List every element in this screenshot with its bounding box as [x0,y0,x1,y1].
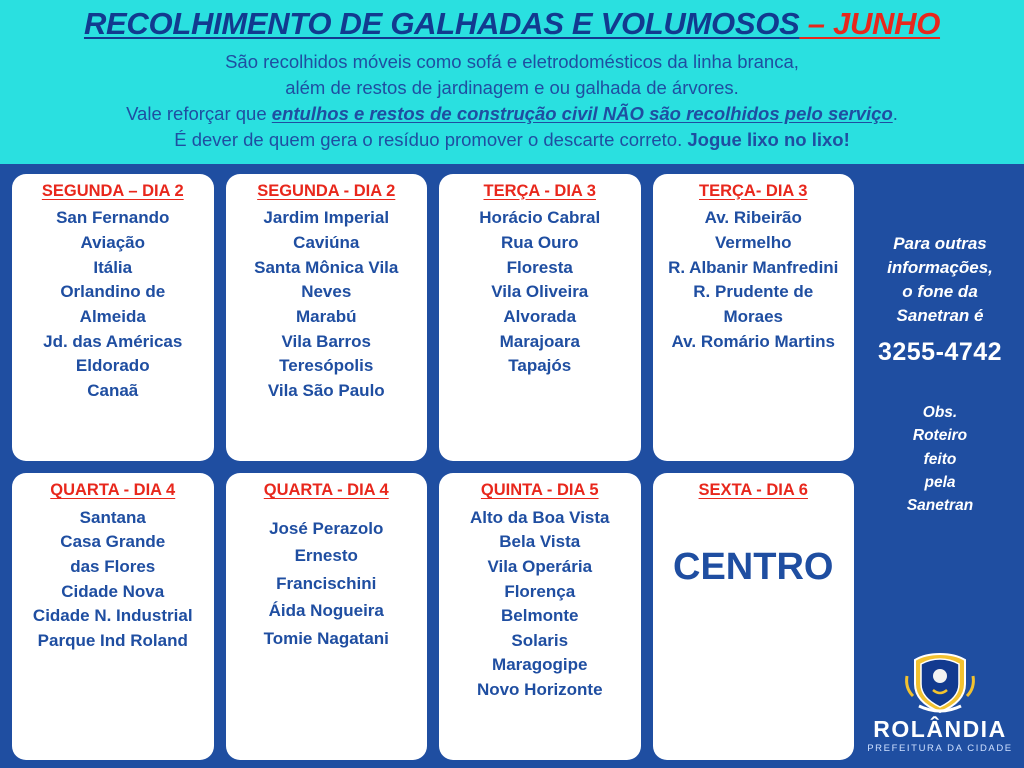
schedule-card [226,174,428,461]
description-line-3-strong: entulhos e restos de construção civil NÃO são recolhidos pelo serviço [271,103,893,125]
list-item: Bela Vista [499,532,581,552]
list-item: Eldorado [75,356,150,376]
list-item: Aviação [80,233,146,253]
card-title: SEGUNDA - DIA 2 [257,181,396,200]
title-main: RECOLHIMENTO DE GALHADAS E VOLUMOSOS [83,6,800,41]
card-neighborhood-list [659,206,849,354]
contact-info [887,232,993,329]
list-item: Teresópolis [279,356,374,376]
card-title: QUARTA - DIA 4 [263,480,389,499]
card-title: TERÇA - DIA 3 [483,181,596,200]
list-item: Florença [504,581,576,601]
list-item: Áida Nogueira [268,601,384,621]
list-item: Santa Mônica Vila [254,257,399,277]
contact-info-line-2: informações, [887,257,993,277]
schedule-card [226,473,428,760]
description-line-3-pre: Vale reforçar que [126,103,272,125]
contact-panel [864,174,1016,760]
card-neighborhood-list [18,506,208,654]
list-item: Canaã [87,380,139,400]
list-item: Tomie Nagatani [263,628,389,648]
list-item: Maragogipe [492,655,588,675]
list-item: Alto da Boa Vista [470,507,610,527]
list-item: Itália [93,257,133,277]
list-item: Novo Horizonte [476,680,603,700]
card-neighborhood-list [445,206,635,378]
list-item: Vermelho [714,233,792,253]
card-neighborhood-list [232,206,422,403]
page-title [0,8,1024,41]
list-item: Rua Ouro [501,233,579,253]
schedule-grid [12,174,854,760]
card-title: QUINTA - DIA 5 [480,480,599,499]
list-item: Francischini [276,573,377,593]
contact-info-line-1: Para outras [893,233,987,253]
list-item: Horácio Cabral [479,208,601,228]
list-item: Marabú [296,306,357,326]
card-neighborhood-list [18,206,208,403]
title-separator: – [799,6,833,41]
list-item: Orlandino de [60,282,166,302]
list-item: Vila Operária [487,556,593,576]
list-item: Vila Oliveira [491,282,589,302]
brand-subtitle: PREFEITURA DA CIDADE [867,743,1013,754]
list-item: Av. Ribeirão [704,208,802,228]
description-line-3-post: . [892,103,898,125]
card-title: QUARTA - DIA 4 [50,480,176,499]
observation-line-3: feito [923,450,957,468]
description-line-1: São recolhidos móveis como sofá e eletrodomésticos da linha branca, [225,50,799,72]
poster-header [0,0,1024,164]
list-item: Av. Romário Martins [671,331,835,351]
card-big-label: CENTRO [673,545,834,588]
list-item: Caviúna [293,233,360,253]
list-item: R. Prudente de [693,282,814,302]
description-line-4-pre: É dever de quem gera o resíduo promover o descarte correto. [174,129,688,151]
coat-of-arms-icon [903,650,977,716]
list-item: Alvorada [503,306,577,326]
observation-line-5: Sanetran [906,497,974,515]
description-line-2: além de restos de jardinagem e ou galhada de árvores. [285,76,739,98]
list-item: Marajoara [499,331,580,351]
list-item: Cidade Nova [61,581,165,601]
list-item: Moraes [723,306,784,326]
description-line-4 [20,127,1004,153]
list-item: Jd. das Américas [43,331,183,351]
card-neighborhood-list [445,506,635,703]
poster-body [0,164,1024,768]
list-item: das Flores [70,556,156,576]
description-line-4-strong: Jogue lixo no lixo! [687,129,850,151]
observation-note [907,401,973,517]
list-item: Floresta [506,257,573,277]
list-item: Ernesto [294,546,358,566]
observation-line-2: Roteiro [912,427,968,445]
schedule-card [439,174,641,461]
header-description [0,49,1024,154]
list-item: Jardim Imperial [263,208,390,228]
schedule-card [439,473,641,760]
list-item: San Fernando [56,208,170,228]
brand-name: ROLÂNDIA [873,716,1007,742]
list-item: José Perazolo [269,518,384,538]
observation-line-4: pela [924,473,956,491]
list-item: Vila São Paulo [267,380,385,400]
list-item: Almeida [79,306,146,326]
schedule-card [653,174,855,461]
city-brand [867,650,1013,760]
contact-phone: 3255-4742 [877,338,1003,367]
list-item: Parque Ind Roland [37,630,188,650]
schedule-card [653,473,855,760]
card-title: SEGUNDA – DIA 2 [41,181,184,200]
list-item: R. Albanir Manfredini [668,257,839,277]
card-neighborhood-list [232,515,422,653]
schedule-card [12,473,214,760]
description-line-3 [20,101,1004,127]
card-title: TERÇA- DIA 3 [699,181,808,200]
list-item: Neves [301,282,352,302]
list-item: Tapajós [508,356,572,376]
list-item: Casa Grande [60,532,166,552]
list-item: Belmonte [501,606,579,626]
contact-info-line-3: o fone da [902,281,978,301]
list-item: Vila Barros [281,331,371,351]
observation-line-1: Obs. [922,404,958,422]
list-item: Santana [79,507,146,527]
list-item: Cidade N. Industrial [32,606,193,626]
title-month: JUNHO [833,6,941,41]
schedule-card [12,174,214,461]
card-title: SEXTA - DIA 6 [698,480,808,499]
contact-info-line-4: Sanetran é [896,305,984,325]
list-item: Solaris [511,630,569,650]
